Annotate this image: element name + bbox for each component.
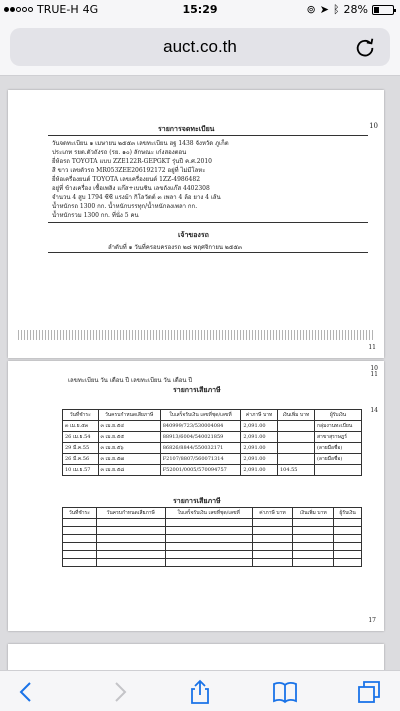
table-row (63, 559, 362, 567)
back-icon[interactable] (14, 679, 40, 705)
table-cell: ๓ เม.ย.๕๗ (98, 454, 160, 465)
page-number: 10 (369, 122, 378, 130)
table-cell: F52001/0005/570094757 (160, 465, 241, 476)
column-header: เงินเพิ่ม บาท (277, 410, 314, 421)
table-cell: สาขาสุราษฎร์ (314, 432, 361, 443)
column-header: ผู้รับเงิน (314, 410, 361, 421)
reg-line-1: วันจดทะเบียน ๑ เมษายน ๒๕๕๓ เลขทะเบียน ฮฐ 1438 จังหวัด ภูเก็ต (52, 140, 229, 147)
document-page-1 (8, 90, 384, 358)
table-cell: (ลายมือชื่อ) (314, 454, 361, 465)
table-cell: 26 มี.ค.56 (63, 454, 99, 465)
side-number: 11 (370, 371, 378, 378)
scan-artifact (18, 330, 374, 340)
table-cell: (ลายมือชื่อ) (314, 443, 361, 454)
web-content[interactable] (0, 76, 400, 670)
table-row (63, 421, 362, 432)
column-header: ค่าภาษี บาท (241, 410, 278, 421)
reg-line-6: อยู่ที่ ข้างเครื่อง เชื้อเพลิง แก๊ส+เบนซิน เลขถังแก๊ส 4402308 (52, 185, 210, 192)
column-header: วันครบกำหนดเสียภาษี (96, 508, 165, 519)
registration-title: รายการจดทะเบียน (158, 124, 215, 133)
table-cell: 2,091.00 (241, 421, 278, 432)
table-cell: ๓ เม.ย.๕๘ (98, 465, 160, 476)
table-cell: ๓ เม.ย.๕๔ (98, 421, 160, 432)
reg-line-8: น้ำหนักรถ 1300 กก. น้ำหนักบรรทุก/น้ำหนักลงเพลา กก. (52, 203, 198, 210)
table-row (63, 543, 362, 551)
tax-table-2 (62, 507, 362, 567)
table-cell (277, 443, 314, 454)
reload-icon[interactable] (354, 36, 376, 58)
table-row (63, 443, 362, 454)
tabs-icon[interactable] (356, 679, 382, 705)
owner-line: ลำดับที่ ๑ วันที่ครอบครองรถ ๒๘ พฤศจิกายน ๒๕๕๓ (108, 244, 243, 251)
column-header: ใบเสร็จรับเงิน เลขที่ชุด/เลขที่ (165, 508, 252, 519)
table-cell: 104.55 (277, 465, 314, 476)
plate-history-line: เลขทะเบียน วัน เดือน ปี เลขทะเบียน วัน เดือน ปี (68, 377, 193, 384)
column-header: ใบเสร็จรับเงิน เลขที่ชุด/เลขที่ (160, 410, 241, 421)
table-row (63, 519, 362, 527)
document-page-3 (8, 644, 384, 670)
table-row (63, 535, 362, 543)
divider (48, 135, 368, 136)
table-header-row (63, 410, 362, 421)
reg-line-2: ประเภท รยต.ตัวถังรถ (รย. ๑๐) ลักษณะ เก๋งสองตอน (52, 149, 187, 156)
column-header: ค่าภาษี บาท (252, 508, 293, 519)
table-cell: ๓ เม.ย.๕๕ (98, 432, 160, 443)
page-footer-number: 11 (368, 344, 376, 351)
network-label: 4G (82, 3, 99, 16)
bookmarks-icon[interactable] (272, 679, 298, 705)
tax-section-2-title: รายการเสียภาษี (173, 496, 221, 505)
page-footer-number: 17 (368, 617, 376, 624)
column-header: เงินเพิ่ม บาท (293, 508, 334, 519)
table-cell: F2107/8807/560071314 (160, 454, 241, 465)
url-text[interactable]: auct.co.th (163, 37, 237, 56)
divider (48, 252, 368, 253)
table-cell: ๓ เม.ย.๕๖ (98, 443, 160, 454)
table-cell: 2,091.00 (241, 454, 278, 465)
status-right (307, 3, 395, 16)
share-icon[interactable] (187, 679, 213, 705)
owner-heading: เจ้าของรถ (178, 230, 209, 239)
column-header: ผู้รับเงิน (334, 508, 362, 519)
battery-icon (372, 5, 394, 15)
table-cell: 29 มี.ค.55 (63, 443, 99, 454)
carrier-label: TRUE-H (37, 3, 79, 16)
table-cell: 840999/723/530004084 (160, 421, 241, 432)
table-cell: กลุ่มงานทะเบียน (314, 421, 361, 432)
table-cell (277, 454, 314, 465)
battery-percent: 28% (343, 3, 368, 16)
table-cell: 26 เม.ย.54 (63, 432, 99, 443)
table-row (63, 454, 362, 465)
table-cell: 2,091.00 (241, 432, 278, 443)
tax-section-title: รายการเสียภาษี (173, 385, 221, 394)
side-number: 14 (370, 407, 378, 414)
divider (48, 222, 368, 223)
location-icon: ➤ (319, 3, 329, 16)
table-cell (314, 465, 361, 476)
table-cell: 86826/8844/550032171 (160, 443, 241, 454)
orientation-lock-icon: ⊚ (306, 3, 316, 16)
clock: 15:29 (182, 3, 218, 16)
tax-table (62, 409, 362, 476)
reg-line-7: จำนวน 4 สูบ 1794 ซีซี แรงม้า กิโลวัตต์ ๓ เพลา 4 ล้อ ยาง 4 เส้น (52, 194, 221, 201)
table-cell (277, 432, 314, 443)
bluetooth-icon: ᛒ (332, 3, 340, 16)
column-header: วันที่ชำระ (63, 508, 97, 519)
column-header: วันที่ชำระ (63, 410, 99, 421)
reg-line-5: ยี่ห้อเครื่องยนต์ TOYOTA เลขเครื่องยนต์ 1ZZ-4986482 (52, 176, 201, 183)
table-cell: 10 เม.ย.57 (63, 465, 99, 476)
status-bar (0, 0, 400, 20)
reg-line-4: สี ขาว เลขตัวรถ MR053ZEE206192172 อยู่ที่ ไม่มีโลหะ (52, 167, 206, 174)
table-cell: 2,091.00 (241, 443, 278, 454)
reg-line-9: น้ำหนักรวม 1300 กก. ที่นั่ง 5 คน (52, 212, 139, 219)
table-header-row (63, 508, 362, 519)
table-row (63, 465, 362, 476)
table-cell (277, 421, 314, 432)
forward-icon[interactable] (106, 679, 132, 705)
table-row (63, 432, 362, 443)
url-field[interactable] (10, 28, 390, 66)
table-cell: 88913/6004/540021859 (160, 432, 241, 443)
table-row (63, 551, 362, 559)
column-header: วันครบกำหนดเสียภาษี (98, 410, 160, 421)
browser-address-bar (0, 20, 400, 76)
browser-toolbar (0, 670, 400, 711)
table-cell: ๓ เม.ย.๕๓ (63, 421, 99, 432)
table-cell: 2,091.00 (241, 465, 278, 476)
page-number: 10 (370, 365, 378, 372)
reg-line-3: ยี่ห้อรถ TOYOTA แบบ ZZE122R-GEPGKT รุ่นปี ค.ศ.2010 (52, 158, 212, 165)
document-page-2 (8, 361, 384, 631)
table-row (63, 527, 362, 535)
